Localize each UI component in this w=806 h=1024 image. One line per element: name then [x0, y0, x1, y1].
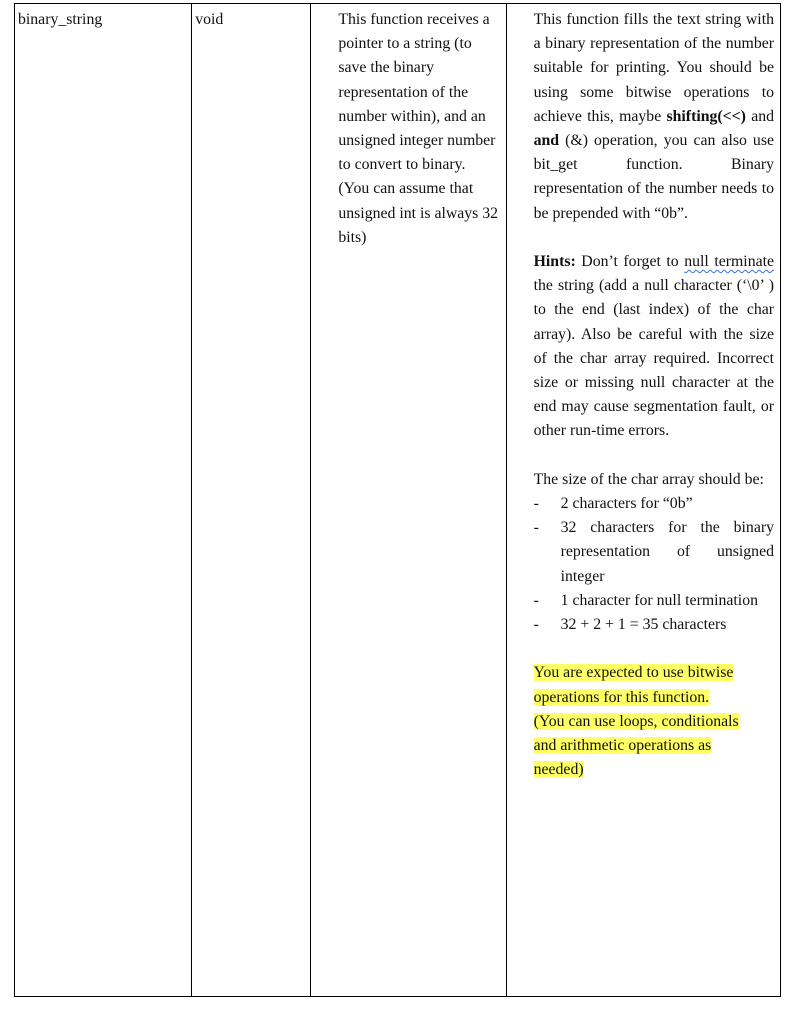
and-term: and	[533, 132, 560, 150]
hints-label: Hints:	[533, 253, 576, 271]
size-list	[534, 492, 774, 637]
list-item: - 32 characters for the binary representation of unsigned integer	[534, 516, 774, 589]
list-item: - 32 + 2 + 1 = 35 characters	[534, 613, 774, 637]
hints-text-a: Don’t forget to	[581, 253, 679, 271]
function-name: binary_string	[18, 11, 103, 28]
highlight-line: (You can use loops, conditionals	[533, 712, 739, 730]
highlight-line: and arithmetic operations as	[533, 737, 712, 755]
return-type-cell	[192, 4, 311, 997]
description-cell	[506, 4, 780, 997]
size-intro: The size of the char array should be:	[533, 470, 764, 488]
function-spec-table	[14, 3, 781, 997]
description-text-a: This function fills the text string with a binary representation of the number suitable for printing. You should be using some bitwise operations to achieve this, maybe	[533, 11, 774, 125]
hints-paragraph	[534, 250, 774, 444]
highlight-line: needed)	[533, 761, 584, 779]
parameters-cell	[311, 4, 506, 997]
list-item: - 2 characters for “0b”	[534, 492, 774, 516]
return-type: void	[195, 11, 224, 28]
table-row	[15, 4, 781, 997]
list-item: - 1 character for null termination	[534, 589, 774, 613]
highlight-line: You are expected to use bitwise	[533, 664, 734, 682]
shifting-term: shifting(<<)	[666, 107, 746, 125]
parameters-text: This function receives a pointer to a string (to save the binary representation of the number within), and an unsigned integer number to convert to binary. (You can assume that unsigned int is always 32 bits)	[338, 11, 499, 246]
hints-text-b: the string (add a null character (‘\0’ ) to the end (last index) of the char array). Also be careful with the size of the char array required. Incorrect size or missing null character at the end may cause segmentation fault, or other run-time errors.	[533, 277, 774, 440]
description-and-word: and	[751, 107, 774, 125]
highlight-line: operations for this function.	[533, 688, 710, 706]
description-text-b: (&) operation, you can also use bit_get function. Binary representation of the number needs to be prepended with “0b”.	[533, 132, 774, 222]
function-name-cell	[15, 4, 192, 997]
highlighted-note	[534, 661, 774, 782]
null-terminate-term: null terminate	[684, 253, 775, 271]
description-paragraph	[534, 8, 774, 226]
